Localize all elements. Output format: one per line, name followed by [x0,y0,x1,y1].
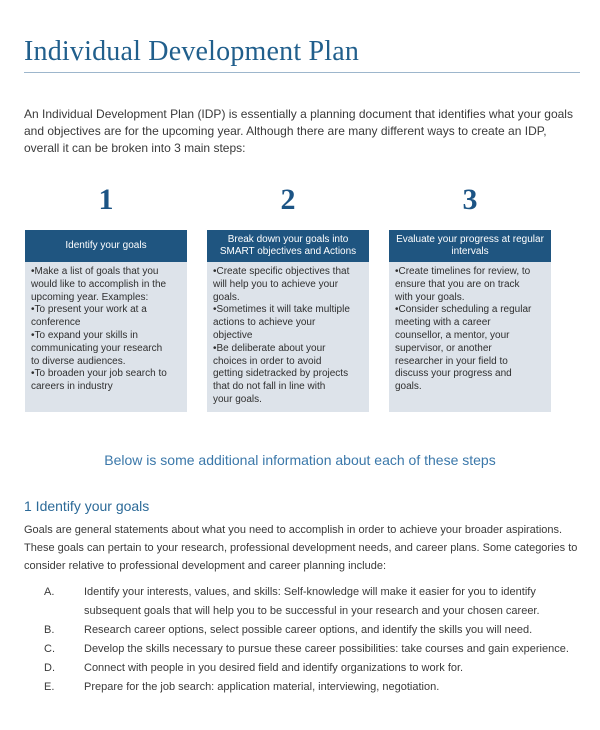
text-line: that do not fall in line with [213,381,326,393]
section-title: 1 Identify your goals [24,498,150,514]
list-item [44,640,584,659]
text-line: counsellor, a mentor, your [395,329,510,341]
text-line: •Be deliberate about your [213,342,326,354]
step-number: 3 [462,183,478,216]
step-body [389,262,551,412]
step-column-1 [25,182,187,412]
list-item-letter: A. [44,586,55,598]
list-item [44,678,584,697]
text-line: •To present your work at a [31,304,147,316]
text-line: •Create specific objectives that [213,266,350,277]
text-line: your goals. [213,393,262,405]
text-line: supervisor, or another [395,342,492,354]
list-item [44,583,584,602]
text-line: would like to accomplish in the [31,278,167,290]
title-divider [24,72,580,73]
text-line: meeting with a career [395,317,491,329]
step-number: 1 [98,183,114,216]
list-item-letter: C. [44,643,55,655]
list-item-text: subsequent goals that will help you to be successful in your research and your chosen career. [84,605,540,617]
text-line: goals. [213,291,240,303]
list-item-letter: B. [44,624,55,636]
text-line: with your goals. [395,291,465,303]
step-heading: Break down your goals into SMART objectives and Actions [207,230,369,262]
text-line: communicating your research [31,342,163,354]
text-line: objective [213,329,253,341]
text-line: upcoming year. Examples: [31,291,149,303]
list-item-letter [44,602,84,621]
page-title: Individual Development Plan [24,36,360,67]
step-heading: Identify your goals [25,230,187,262]
text-line: •Create timelines for review, to [395,266,531,277]
list-item-text: Prepare for the job search: application material, interviewing, negotiation. [84,681,440,693]
list-item [44,659,584,678]
step-number: 2 [280,183,296,216]
step-column-2 [207,182,369,412]
list-item-letter: D. [44,662,55,674]
text-line: discuss your progress and [395,368,512,380]
text-line: •Make a list of goals that you [31,266,159,277]
text-line: getting sidetracked by projects [213,368,349,380]
text-line: consider relative to professional development and career planning include: [24,560,387,572]
text-line: careers in industry [31,381,113,393]
text-line: goals. [395,381,422,393]
text-line: •Sometimes it will take multiple [213,304,350,316]
text-line: choices in order to avoid [213,355,322,367]
list-item-text: Research career options, select possible career options, and identify the skills you will need. [84,624,533,636]
text-line: conference [31,317,81,329]
text-line: will help you to achieve your [213,278,339,290]
step-body [207,262,369,412]
text-line: ensure that you are on track [395,278,520,290]
intro-paragraph: An Individual Development Plan (IDP) is essentially a planning document that identifies what your goals and objectives are for the upcoming year. Although there are many different ways to create an IDP, overall it can be broken into 3 main steps: [24,107,573,155]
text-line: to diverse audiences. [31,355,126,367]
category-list [44,583,584,697]
step-heading: Evaluate your progress at regular intervals [389,230,551,262]
text-line: actions to achieve your [213,317,316,329]
section-paragraph [24,521,584,575]
list-item-letter: E. [44,681,55,693]
list-item-text: Develop the skills necessary to pursue these career possibilities: take courses and gain experience. [84,643,569,655]
list-item [44,602,584,621]
text-line: researcher in your field to [395,355,508,367]
list-item [44,621,584,640]
list-item-text: Identify your interests, values, and skills: Self-knowledge will make it easier for you to identify [84,586,536,598]
step-body [25,262,187,412]
text-line: •To broaden your job search to [31,368,167,380]
step-column-3 [389,182,551,412]
text-line: •To expand your skills in [31,329,138,341]
text-line: •Consider scheduling a regular [395,304,532,316]
section-subheading: Below is some additional information about each of these steps [104,452,496,468]
text-line: Goals are general statements about what you need to accomplish in order to achieve your broader aspirations. [24,524,563,536]
text-line: These goals can pertain to your research, professional development needs, and career plans. Some categories to [24,542,578,554]
list-item-text: Connect with people in you desired field and identify organizations to work for. [84,662,464,674]
